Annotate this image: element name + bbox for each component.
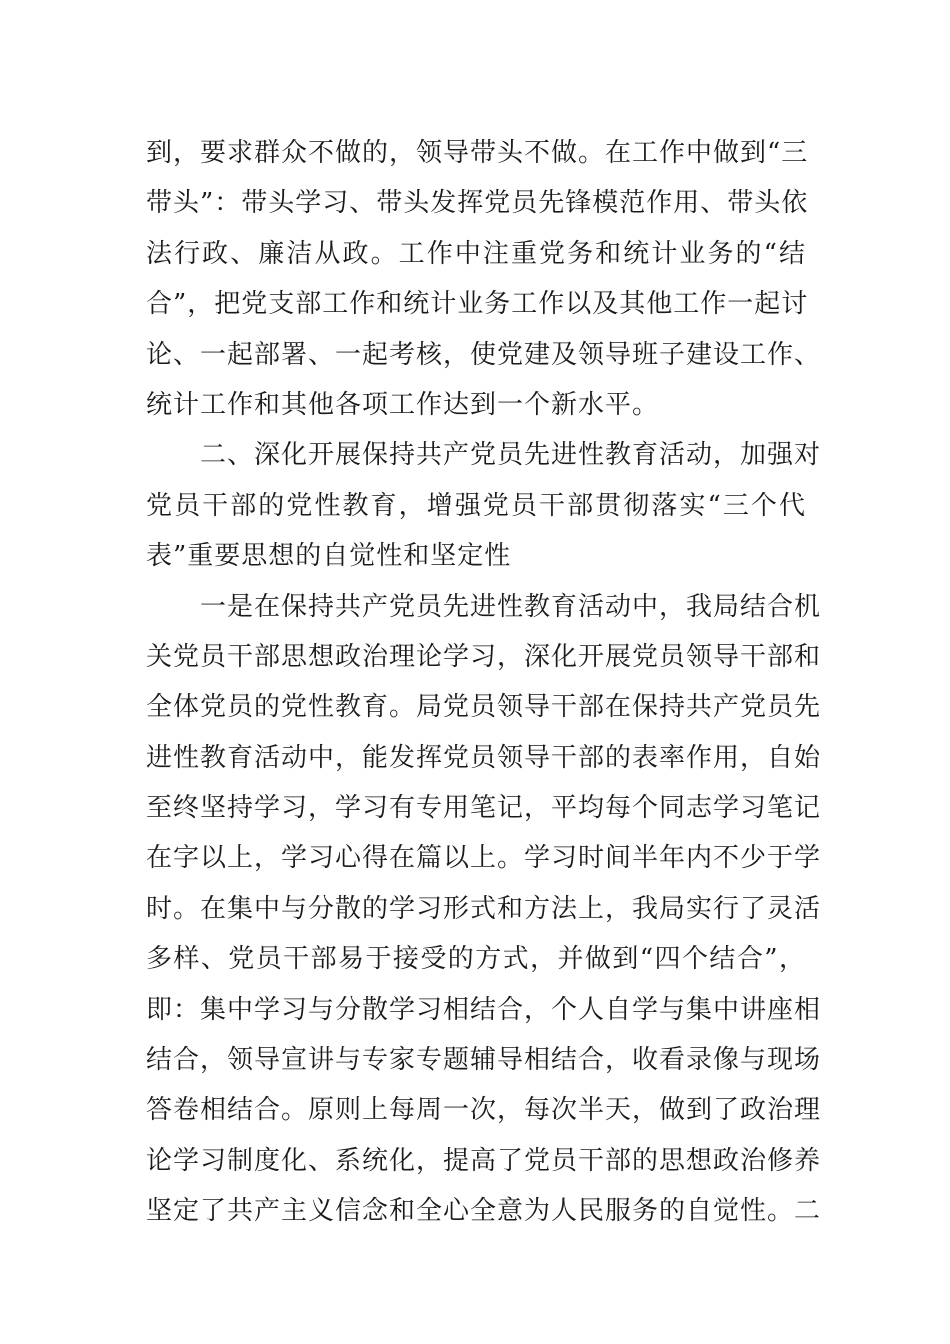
text-line-4: 合”，把党支部工作和统计业务工作以及其他工作一起讨 bbox=[146, 289, 809, 320]
text-line-5: 论、一起部署、一起考核，使党建及领导班子建设工作、 bbox=[146, 339, 822, 370]
text-line-6: 统计工作和其他各项工作达到一个新水平。 bbox=[146, 389, 660, 420]
text-line-9: 表”重要思想的自觉性和坚定性 bbox=[146, 541, 512, 572]
text-line-20: 答卷相结合。原则上每周一次，每次半天，做到了政治理 bbox=[146, 1095, 822, 1126]
text-line-3: 法行政、廉洁从政。工作中注重党务和统计业务的“结 bbox=[146, 238, 806, 269]
text-line-22: 坚定了共产主义信念和全心全意为人民服务的自觉性。二 bbox=[146, 1196, 822, 1227]
text-line-12: 全体党员的党性教育。局党员领导干部在保持共产党员先 bbox=[146, 692, 822, 723]
text-line-13: 进性教育活动中，能发挥党员领导干部的表率作用，自始 bbox=[146, 742, 822, 773]
text-line-16: 时。在集中与分散的学习形式和方法上，我局实行了灵活 bbox=[146, 893, 822, 924]
text-line-8: 党员干部的党性教育，增强党员干部贯彻落实“三个代 bbox=[146, 490, 806, 521]
text-line-1: 到，要求群众不做的，领导带头不做。在工作中做到“三 bbox=[146, 138, 809, 168]
text-line-11: 关党员干部思想政治理论学习，深化开展党员领导干部和 bbox=[146, 641, 822, 672]
text-line-19: 结合，领导宣讲与专家专题辅导相结合，收看录像与现场 bbox=[146, 1045, 822, 1076]
text-line-2: 带头”：带头学习、带头发挥党员先锋模范作用、带头依 bbox=[146, 188, 809, 219]
body-text bbox=[146, 128, 822, 1237]
text-line-21: 论学习制度化、系统化，提高了党员干部的思想政治修养 bbox=[146, 1145, 822, 1176]
text-line-18: 即：集中学习与分散学习相结合，个人自学与集中讲座相 bbox=[146, 994, 822, 1025]
text-line-15: 在字以上，学习心得在篇以上。学习时间半年内不少于学 bbox=[146, 843, 822, 874]
text-line-17: 多样、党员干部易于接受的方式，并做到“四个结合”， bbox=[146, 944, 806, 975]
text-line-7: 二、深化开展保持共产党员先进性教育活动，加强对 bbox=[146, 440, 822, 471]
text-line-10: 一是在保持共产党员先进性教育活动中，我局结合机 bbox=[146, 591, 822, 622]
text-line-14: 至终坚持学习，学习有专用笔记，平均每个同志学习笔记 bbox=[146, 793, 822, 824]
